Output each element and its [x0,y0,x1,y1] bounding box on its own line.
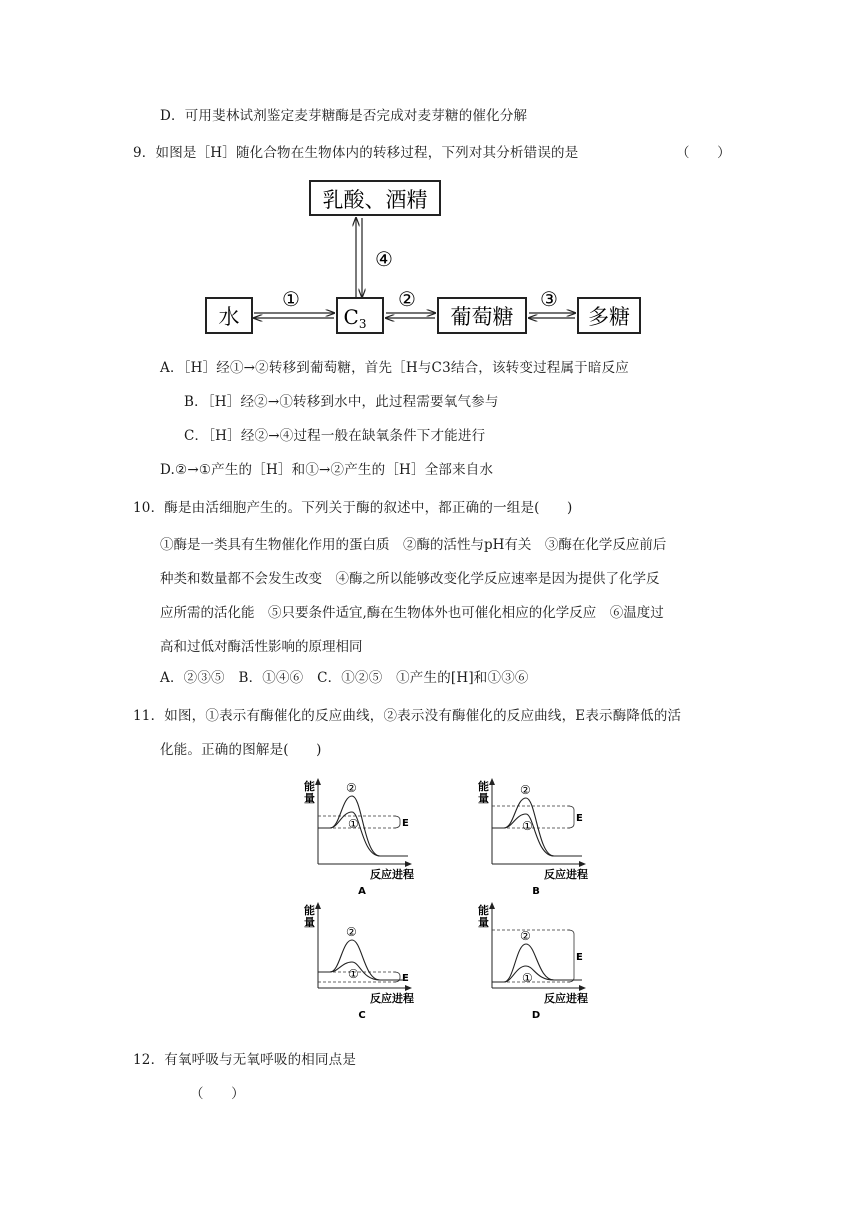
curve-no-enzyme [492,944,582,982]
e-label: E [576,813,583,824]
box-water-text: 水 [218,305,240,329]
q9-diagram [200,176,650,338]
y-axis-arrow [315,902,321,909]
box-polysaccharide-text: 多糖 [588,305,630,329]
energy-graph-a [290,776,430,896]
x-axis-arrow [405,985,412,991]
e-bracket [568,806,574,828]
label-1: ① [282,287,300,311]
label-3: ③ [540,287,558,311]
y-axis-arrow [489,778,495,785]
q10-stem: 10．酶是由活细胞产生的。下列关于酶的叙述中，都正确的一组是( ) [133,500,573,516]
e-label: E [402,818,409,829]
q10-statement-line: ①酶是一类具有生物催化作用的蛋白质 ②酶的活性与pH有关 ③酶在化学反应前后 [160,537,667,553]
q10-options: A．②③⑤ B．①④⑥ C．①②⑤ ①产生的[H]和①③⑥ [160,670,529,686]
curve-no-enzyme [318,796,408,856]
y-axis-label: 能 [478,780,489,793]
curve-label-2: ② [520,929,531,943]
curve-label-2: ② [346,781,357,795]
y-axis-label: 能 [304,780,315,793]
e-bracket [568,930,574,982]
q8-option-d: D．可用斐林试剂鉴定麦芽糖酶是否完成对麦芽糖的催化分解 [160,108,528,124]
q12-answer-blank: （ ） [190,1086,245,1102]
x-axis-label: 反应进程 [370,868,414,881]
q11-stem-line1: 11．如图，①表示有酶催化的反应曲线，②表示没有酶催化的反应曲线，E表示酶降低的活 [133,708,682,724]
curve-label-2: ② [520,783,531,797]
curve-no-enzyme [492,798,582,856]
q10-statements [160,528,666,664]
q9-answer-blank: （ ） [676,145,731,161]
curve-label-2: ② [346,925,357,939]
e-bracket [394,816,400,828]
q12-stem: 12．有氧呼吸与无氧呼吸的相同点是 [133,1052,357,1068]
y-axis-arrow [315,778,321,785]
q10-statement-line: 应所需的活化能 ⑤只要条件适宜,酶在生物体外也可催化相应的化学反应 ⑥温度过 [160,605,664,621]
label-2: ② [398,287,416,311]
y-axis-label: 量 [478,792,489,805]
y-axis-label: 能 [304,904,315,917]
curve-label-1: ① [348,967,359,981]
box-c3-subscript: 3 [358,317,367,331]
curve-label-1: ① [522,971,533,985]
curve-label-1: ① [348,817,359,831]
y-axis-label: 能 [478,904,489,917]
q10-statement-line: 高和过低对酶活性影响的原理相同 [160,639,363,655]
e-label: E [402,973,409,984]
y-axis-label: 量 [304,792,315,805]
y-axis-arrow [489,902,495,909]
energy-graph-d [464,900,604,1020]
q9-stem: 9．如图是［H］随化合物在生物体内的转移过程，下列对其分析错误的是 [133,145,579,161]
x-axis-label: 反应进程 [544,992,588,1005]
q9-option-b: B．［H］经②→①转移到水中，此过程需要氧气参与 [184,394,499,410]
q9-option-a: A．［H］经①→②转移到葡萄糖，首先［H与C3结合，该转变过程属于暗反应 [160,360,629,376]
box-glucose-text: 葡萄糖 [450,305,514,329]
x-axis-arrow [405,861,412,867]
e-label: E [576,952,583,963]
panel-label: D [531,1010,541,1020]
panel-label: C [358,1010,366,1020]
x-axis-arrow [579,861,586,867]
box-lactic-alcohol-text: 乳酸、酒精 [322,188,428,212]
x-axis-label: 反应进程 [370,992,414,1005]
q9-option-d: D.②→①产生的［H］和①→②产生的［H］全部来自水 [160,462,494,478]
curve-no-enzyme [318,940,408,980]
energy-graph-c [290,900,430,1020]
y-axis-label: 量 [478,916,489,929]
y-axis-label: 量 [304,916,315,929]
x-axis-label: 反应进程 [544,868,588,881]
panel-label: B [532,886,540,896]
curve-label-1: ① [522,819,533,833]
q9-option-c: C．［H］经②→④过程一般在缺氧条件下才能进行 [184,428,486,444]
box-c3-letter: C [343,305,359,329]
label-4: ④ [375,247,393,271]
panel-label: A [358,886,366,896]
q11-stem-line2: 化能。正确的图解是( ) [160,742,322,758]
energy-graph-b [464,776,604,896]
q10-statement-line: 种类和数量都不会发生改变 ④酶之所以能够改变化学反应速率是因为提供了化学反 [160,571,660,587]
x-axis-arrow [579,985,586,991]
